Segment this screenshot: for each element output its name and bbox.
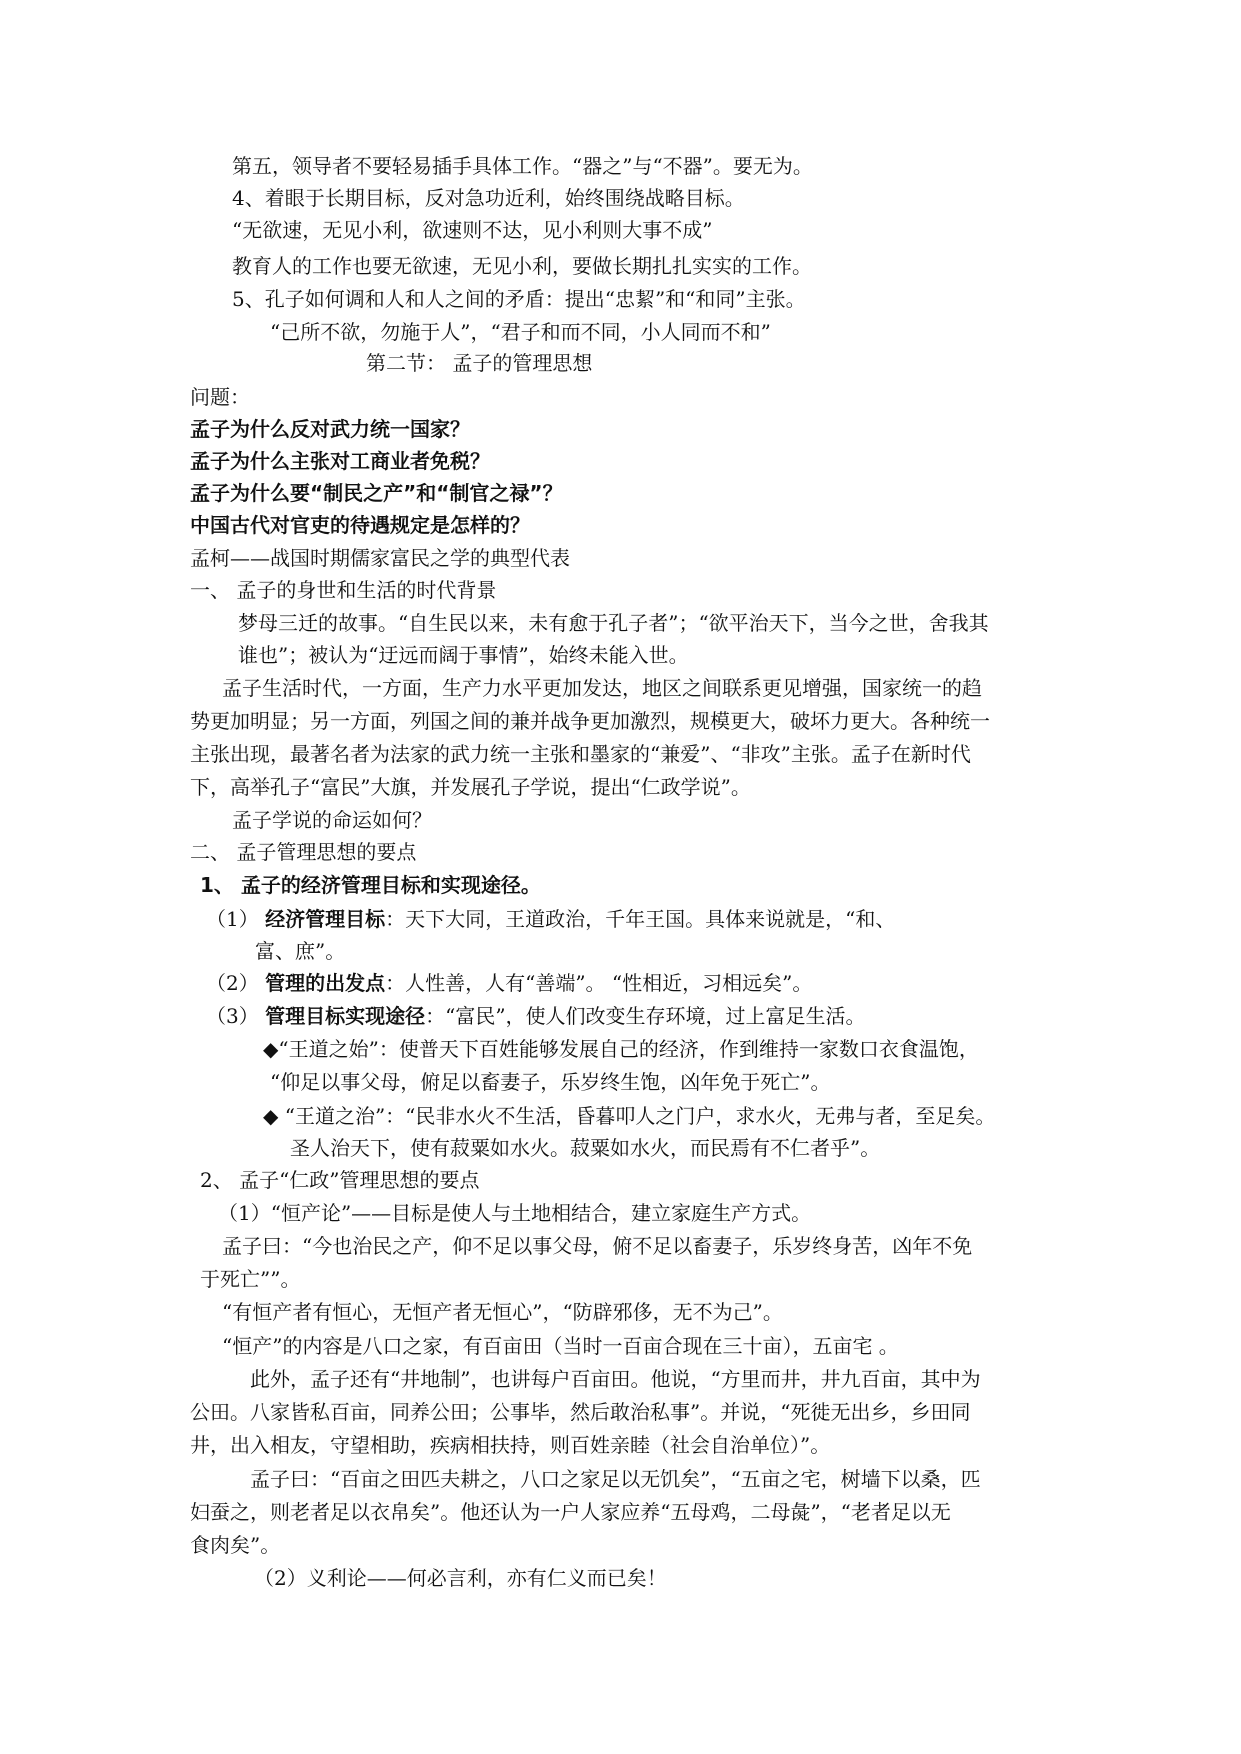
item-text: ：“富民”，使人们改变生存环境，过上富足生活。: [425, 1004, 866, 1028]
item-number: （1）: [206, 907, 259, 931]
question-line: 中国古代对官吏的待遇规定是怎样的？: [190, 513, 530, 537]
item-text: ：人性善，人有“善端”。 “性相近，习相远矣”。: [385, 971, 813, 995]
text-line: 第五，领导者不要轻易插手具体工作。“器之”与“不器”。要无为。: [232, 154, 813, 178]
item-number: （2）: [206, 971, 259, 995]
text-line: 孟子学说的命运如何？: [232, 808, 432, 832]
text-line: “无欲速，无见小利，欲速则不达，见小利则大事不成”: [232, 218, 713, 242]
text-line: 于死亡””。: [200, 1267, 301, 1291]
text-line: 梦母三迁的故事。“自生民以来，未有愈于孔子者”；“欲平治天下，当今之世，舍我其: [238, 611, 989, 635]
text-line: “仰足以事父母，俯足以畜妻子，乐岁终生饱，凶年免于死亡”。: [270, 1070, 831, 1094]
text-line: “有恒产者有恒心，无恒产者无恒心”，“防辟邪侈，无不为己”。: [222, 1300, 783, 1324]
item-number: （3）: [206, 1004, 259, 1028]
text-line: 势更加明显；另一方面，列国之间的兼并战争更加激烈，规模更大，破坏力更大。各种统一: [190, 709, 990, 733]
text-line: 谁也”；被认为“迂远而阔于事情”，始终未能入世。: [238, 643, 689, 667]
bullet-line: ◆ “王道之治”：“民非水火不生活，昏暮叩人之门户，求水火，无弗与者，至足矣。: [263, 1104, 996, 1128]
item-term: 管理目标实现途径: [265, 1004, 426, 1028]
text-line: 妇蚕之，则老者足以衣帛矣”。他还认为一户人家应养“五母鸡，二母彘”，“老者足以无: [190, 1500, 951, 1524]
text-line: 公田。八家皆私百亩，同养公田；公事毕，然后敢治私事”。并说，“死徙无出乡，乡田同: [190, 1400, 971, 1424]
text-line: 富、庶”。: [255, 939, 346, 963]
item-term: 经济管理目标: [265, 907, 386, 931]
text-line: （1）“恒产论”——目标是使人与土地相结合，建立家庭生产方式。: [218, 1201, 812, 1225]
text-line: 食肉矣”。: [190, 1533, 281, 1557]
text-line: 孟柯——战国时期儒家富民之学的典型代表: [190, 546, 570, 570]
question-line: 孟子为什么要“制民之产”和“制官之禄”？: [190, 481, 563, 505]
text-line: 5、孔子如何调和人和人之间的矛盾：提出“忠絜”和“和同”主张。: [232, 287, 806, 311]
text-line: 孟子曰：“今也治民之产，仰不足以事父母，俯不足以畜妻子，乐岁终身苦，凶年不免: [222, 1234, 973, 1258]
text-line: 主张出现，最著名者为法家的武力统一主张和墨家的“兼爱”、“非攻”主张。孟子在新时代: [190, 742, 971, 766]
text-line: [206, 968, 812, 998]
text-line: “恒产”的内容是八口之家，有百亩田（当时一百亩合现在三十亩），五亩宅 。: [222, 1334, 899, 1358]
item-term: 管理的出发点: [265, 971, 386, 995]
text-line: 井，出入相友，守望相助，疾病相扶持，则百姓亲睦（社会自治单位）”。: [190, 1433, 831, 1457]
item-text: ：天下大同，王道政治，千年王国。具体来说就是，“和、: [385, 907, 896, 931]
text-line: 孟子生活时代，一方面，生产力水平更加发达，地区之间联系更见增强，国家统一的趋: [222, 676, 982, 700]
text-line: 问题：: [190, 385, 250, 409]
text-line: [206, 1001, 866, 1031]
section-title: 第二节： 孟子的管理思想: [366, 351, 593, 375]
text-line: [206, 904, 895, 934]
text-line: （2）义利论——何必言利，亦有仁义而已矣！: [254, 1566, 667, 1590]
text-line: 4、着眼于长期目标，反对急功近利，始终围绕战略目标。: [232, 186, 745, 210]
heading-line: 二、 孟子管理思想的要点: [190, 840, 417, 864]
text-line: 此外，孟子还有“井地制”，也讲每户百亩田。他说，“方里而井，井九百亩，其中为: [250, 1367, 981, 1391]
subheading-line: 2、 孟子“仁政”管理思想的要点: [200, 1168, 480, 1192]
text-line: 圣人治天下，使有菽粟如水火。菽粟如水火，而民焉有不仁者乎”。: [290, 1136, 881, 1160]
heading-line: 一、 孟子的身世和生活的时代背景: [190, 578, 497, 602]
text-line: “己所不欲，勿施于人”，“君子和而不同，小人同而不和”: [270, 320, 771, 344]
question-line: 孟子为什么反对武力统一国家？: [190, 417, 470, 441]
question-line: 孟子为什么主张对工商业者免税？: [190, 449, 490, 473]
text-line: 教育人的工作也要无欲速，无见小利，要做长期扎扎实实的工作。: [232, 254, 812, 278]
text-line: 孟子曰：“百亩之田匹夫耕之，八口之家足以无饥矣”，“五亩之宅，树墙下以桑，匹: [250, 1467, 981, 1491]
text-line: 下，高举孔子“富民”大旗，并发展孔子学说，提出“仁政学说”。: [190, 775, 751, 799]
bullet-line: ◆“王道之始”：使普天下百姓能够发展自己的经济，作到维持一家数口衣食温饱，: [263, 1037, 979, 1061]
subheading-line: 1、 孟子的经济管理目标和实现途径。: [200, 873, 541, 897]
